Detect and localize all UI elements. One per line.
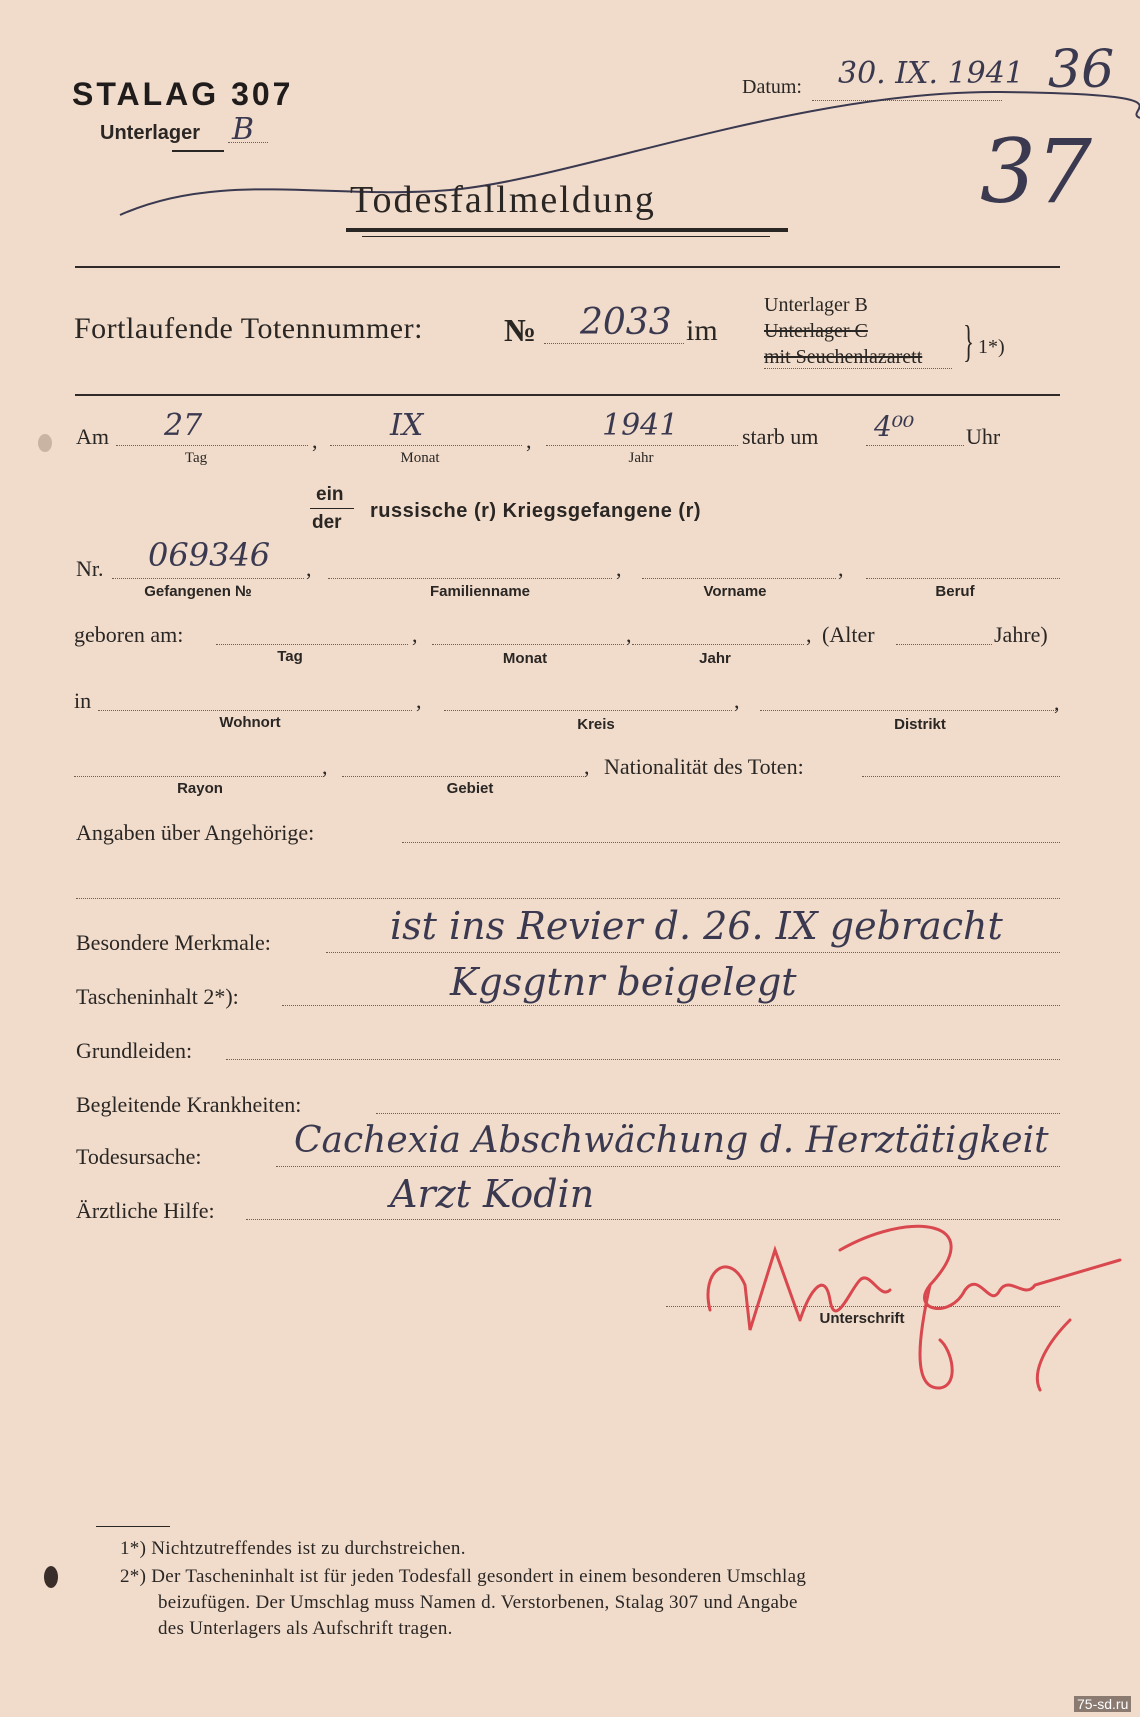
in-label: in <box>74 688 92 713</box>
day-line <box>116 445 308 446</box>
sublager-label: Unterlager <box>100 122 201 144</box>
todesursache-value: Cachexia Abschwächung d. Herztätigkeit <box>294 1120 1049 1161</box>
fraction-line <box>310 508 354 509</box>
death-year: 1941 <box>602 408 679 443</box>
corner-number-big: 37 <box>980 120 1092 223</box>
sub-birth-jahr: Jahr <box>699 650 731 667</box>
datum-label: Datum: <box>742 76 802 98</box>
title-underline-thin <box>362 236 770 237</box>
todesursache-line <box>276 1166 1060 1167</box>
footnote-2a: 2*) Der Tascheninhalt ist für jeden Todesfall gesondert in einem besonderen Umschlag <box>120 1566 807 1587</box>
sub-wohnort: Wohnort <box>219 714 281 731</box>
signature <box>690 1190 1130 1410</box>
footnote-2c: des Unterlagers als Aufschrift tragen. <box>158 1618 453 1639</box>
title-underline <box>346 228 788 232</box>
punch-hole <box>38 434 52 452</box>
option-unterlager-c: Unterlager C <box>764 320 868 342</box>
sub-gebiet: Gebiet <box>446 780 494 797</box>
sub-rayon: Rayon <box>177 780 223 797</box>
sub-vorname: Vorname <box>703 583 767 600</box>
uhr-label: Uhr <box>966 424 1001 449</box>
death-day: 27 <box>164 408 203 443</box>
datum-value: 30. IX. 1941 <box>838 56 1024 91</box>
birth-day-line <box>216 644 408 645</box>
kreis-line <box>444 710 732 711</box>
todesursache-label: Todesursache: <box>76 1144 202 1169</box>
begleitende-label: Begleitende Krankheiten: <box>76 1092 302 1117</box>
sub-tag: Tag <box>184 450 208 466</box>
year-line <box>546 445 738 446</box>
geboren-label: geboren am: <box>74 622 184 647</box>
angehoerige-label: Angaben über Angehörige: <box>76 820 315 845</box>
wohnort-line <box>98 710 412 711</box>
familienname-line <box>328 578 612 579</box>
starb-um-label: starb um <box>742 424 819 449</box>
begleitende-line <box>376 1113 1060 1114</box>
unterschrift-label: Unterschrift <box>819 1310 905 1327</box>
aerztliche-label: Ärztliche Hilfe: <box>76 1198 215 1223</box>
am-label: Am <box>76 424 109 449</box>
sub-beruf: Beruf <box>935 583 975 600</box>
aerztliche-value: Arzt Kodin <box>390 1172 595 1216</box>
sub-familienname: Familienname <box>429 583 531 600</box>
separator <box>75 266 1060 268</box>
month-line <box>330 445 522 446</box>
nr-label: Nr. <box>76 556 104 581</box>
brace: } <box>963 317 974 366</box>
gef-line <box>112 578 304 579</box>
sub-birth-tag: Tag <box>277 648 303 665</box>
vorname-line <box>642 578 836 579</box>
pow-text: russische (r) Kriegsgefangene (r) <box>370 500 702 522</box>
sub-jahr: Jahr <box>628 450 654 466</box>
rayon-line <box>74 776 322 777</box>
grundleiden-line <box>226 1059 1060 1060</box>
sub-birth-monat: Monat <box>502 650 548 667</box>
alter-label: (Alter <box>822 622 875 647</box>
distrikt-line <box>760 710 1056 711</box>
jahre-label: Jahre) <box>994 622 1048 647</box>
sub-monat: Monat <box>400 450 440 466</box>
tascheninhalt-label: Tascheninhalt 2*): <box>76 984 239 1009</box>
time-line <box>866 445 964 446</box>
angehoerige-line <box>402 842 1060 843</box>
option-seuchenlazarett: mit Seuchenlazarett <box>764 346 923 368</box>
serial-label: Fortlaufende Totennummer: <box>74 312 423 345</box>
alter-line <box>896 644 992 645</box>
sub-distrikt: Distrikt <box>894 716 946 733</box>
option-unterlager-b: Unterlager B <box>764 294 868 316</box>
tascheninhalt-line <box>282 1005 1060 1006</box>
option-line <box>764 368 952 369</box>
grundleiden-label: Grundleiden: <box>76 1038 193 1063</box>
nationalitaet-line <box>862 776 1060 777</box>
angehoerige-line-2 <box>76 898 1060 899</box>
birth-year-line <box>632 644 804 645</box>
footnote-1: 1*) Nichtzutreffendes ist zu durchstreichen. <box>120 1538 466 1559</box>
death-time: 4⁰⁰ <box>874 410 915 443</box>
sub-gefangenen: Gefangenen № <box>144 583 252 600</box>
serial-number: 2033 <box>580 302 672 343</box>
merkmale-value: ist ins Revier d. 26. IX gebracht <box>390 904 1003 948</box>
gebiet-line <box>342 776 584 777</box>
sublager-value: B <box>232 112 255 147</box>
sub-kreis: Kreis <box>577 716 615 733</box>
punch-hole <box>44 1566 58 1588</box>
camp-name: STALAG 307 <box>72 76 294 112</box>
site-watermark: 75-sd.ru <box>1074 1696 1131 1712</box>
nationalitaet-label: Nationalität des Toten: <box>604 754 804 779</box>
der-label: der <box>312 512 342 533</box>
no-symbol: № <box>504 312 537 348</box>
document-page: STALAG 307 Unterlager B Datum: 30. IX. 1941 36 37 Todesfallmeldung Fortlaufende Totennummer: № 2033 im Unterlager B Unterlager C mit Seuchenlazarett } 1*) Am 27 , IX , 1941 starb um 4⁰⁰ Uhr Tag Monat Jahr ein der russische (r) Kriegsgefangene (r) Nr. 069346 , , , Gefangenen № Familienname Vorname Beruf geboren am: , , , (Alter Jahre) Tag Monat Jahr in , , , Wohnort Kreis Distrikt , , Nationalität des Toten: Rayon Gebiet Angaben über Angehörige: Besondere Merkmale: ist ins Revier d. 26. IX gebracht Tascheninhalt 2*): Kgsgtnr beigelegt Grundleiden: Begleitende Krankheiten: Todesursache: Cachexia Abschwächung d. Herztätigkeit Ärztliche Hilfe: Arzt Kodin Unterschrift 1*) Nichtzutreffendes ist zu durchstreichen. 2*) Der Tascheninhalt ist für jeden Todesfall gesondert in einem besonderen Umschlag beizufügen. Der Umschlag muss Namen d. Verstorbenen, Stalag 307 und Angabe des Unterlagers als Aufschrift tragen. 75-sd.ru <box>0 0 1140 1717</box>
serial-line <box>544 343 684 344</box>
ein-label: ein <box>316 484 344 505</box>
footnote-rule <box>96 1526 170 1527</box>
beruf-line <box>866 578 1060 579</box>
form-title: Todesfallmeldung <box>350 179 656 221</box>
birth-month-line <box>432 644 624 645</box>
footnote-ref-1: 1*) <box>978 336 1005 358</box>
death-month: IX <box>390 408 424 443</box>
im-label: im <box>686 314 718 347</box>
merkmale-label: Besondere Merkmale: <box>76 930 271 955</box>
merkmale-line <box>326 952 1060 953</box>
separator <box>75 394 1060 396</box>
footnote-2b: beizufügen. Der Umschlag muss Namen d. Verstorbenen, Stalag 307 und Angabe <box>158 1592 798 1613</box>
corner-number-top: 36 <box>1048 40 1115 100</box>
prisoner-number: 069346 <box>148 536 271 574</box>
tascheninhalt-value: Kgsgtnr beigelegt <box>450 960 797 1004</box>
